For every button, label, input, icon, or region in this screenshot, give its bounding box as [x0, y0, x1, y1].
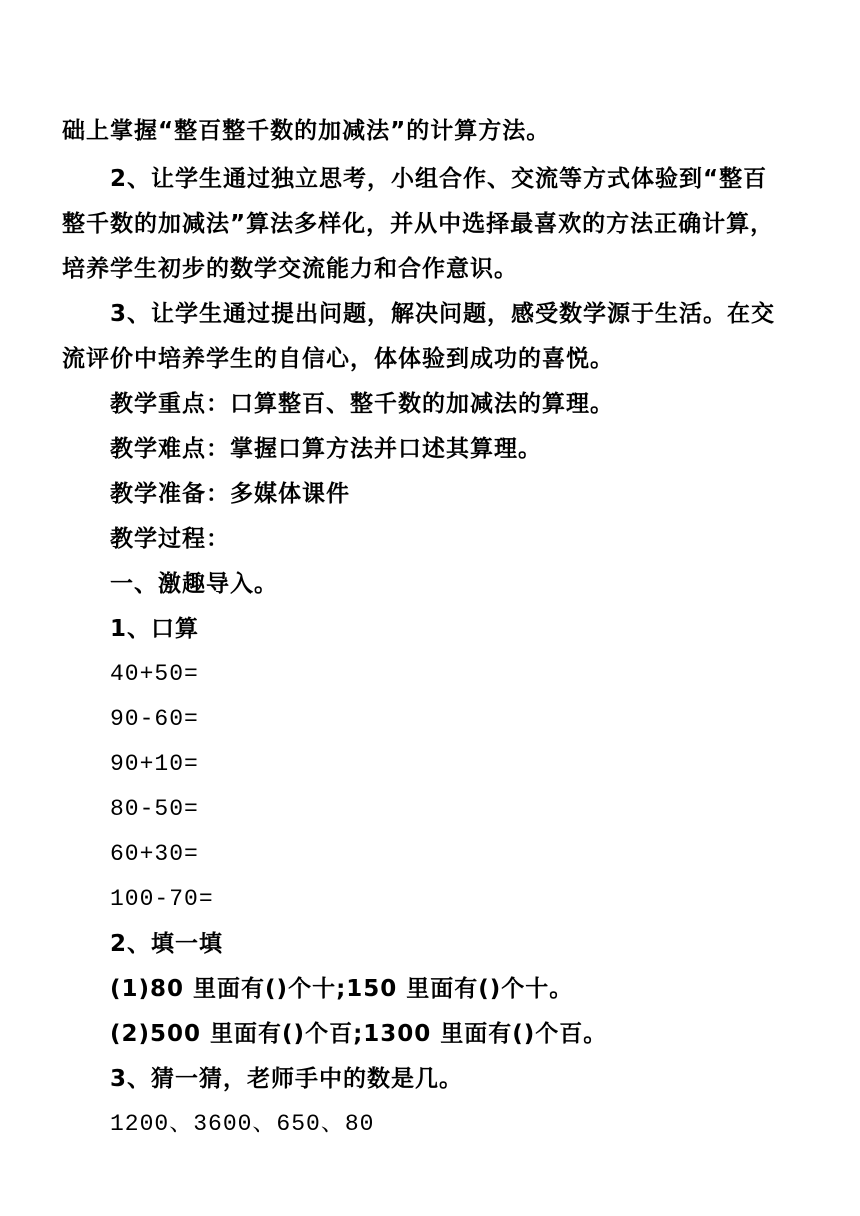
fill-in-question: (2)500 里面有()个百;1300 里面有()个百。 [110, 1021, 608, 1047]
paragraph-line: 培养学生初步的数学交流能力和合作意识。 [62, 256, 518, 282]
math-problem: 90+10= [110, 751, 199, 777]
paragraph-line: 础上掌握“整百整千数的加减法”的计算方法。 [62, 118, 551, 144]
exercise-heading: 3、猜一猜，老师手中的数是几。 [110, 1066, 464, 1092]
section-heading: 一、激趣导入。 [110, 571, 278, 597]
math-problem: 60+30= [110, 841, 199, 867]
teaching-focus: 教学重点：口算整百、整千数的加减法的算理。 [110, 391, 614, 417]
math-problem: 90-60= [110, 706, 199, 732]
fill-in-question: (1)80 里面有()个十;150 里面有()个十。 [110, 976, 574, 1002]
exercise-heading: 2、填一填 [110, 931, 224, 957]
paragraph-line: 流评价中培养学生的自信心，体体验到成功的喜悦。 [62, 346, 614, 372]
math-problem: 100-70= [110, 886, 214, 912]
teaching-preparation: 教学准备：多媒体课件 [110, 481, 350, 507]
teaching-process-heading: 教学过程： [110, 526, 230, 552]
math-problem: 40+50= [110, 661, 199, 687]
exercise-heading: 1、口算 [110, 616, 200, 642]
paragraph-line: 整千数的加减法”算法多样化，并从中选择最喜欢的方法正确计算， [62, 211, 775, 237]
number-list: 1200、3600、650、80 [110, 1111, 375, 1137]
teaching-difficulty: 教学难点：掌握口算方法并口述其算理。 [110, 436, 542, 462]
paragraph-line: 2、让学生通过独立思考，小组合作、交流等方式体验到“整百 [110, 166, 768, 192]
paragraph-line: 3、让学生通过提出问题，解决问题，感受数学源于生活。在交 [110, 301, 776, 327]
math-problem: 80-50= [110, 796, 199, 822]
